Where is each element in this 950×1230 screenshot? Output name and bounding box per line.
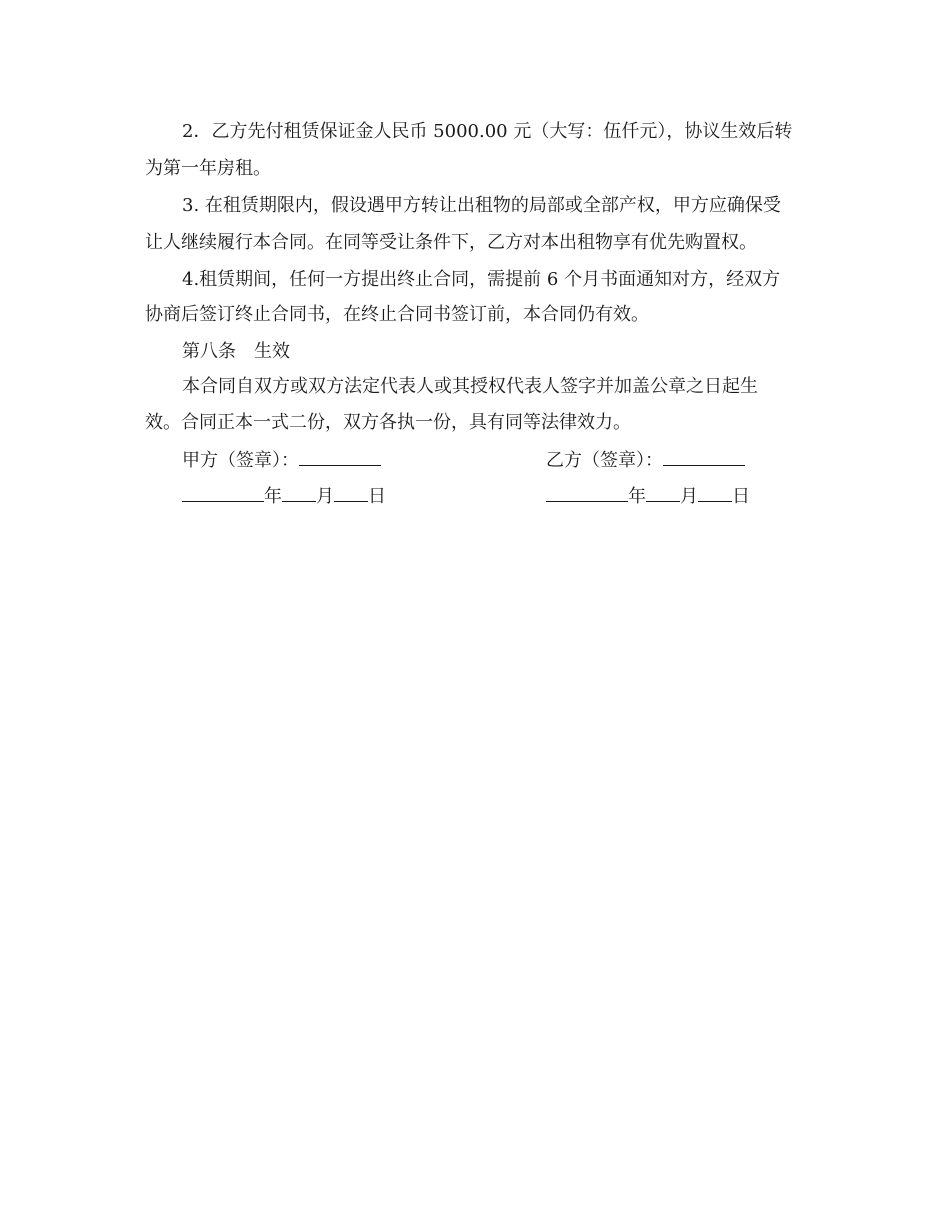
clause-4-line-2: 协商后签订终止合同书，在终止合同书签订前，本合同仍有效。 — [145, 304, 649, 325]
party-a-signature-line — [182, 449, 381, 473]
party-a-year-blank[interactable] — [182, 485, 264, 502]
clause-3-line-2: 让人继续履行本合同。在同等受让条件下，乙方对本出租物享有优先购置权。 — [145, 232, 757, 253]
party-b-signature-line — [546, 449, 745, 473]
article-8-heading: 第八条 生效 — [182, 341, 290, 362]
party-b-month-label: 月 — [680, 486, 698, 507]
party-a-date-line — [182, 485, 386, 509]
article-8-line-2: 效。合同正本一式二份，双方各执一份，具有同等法律效力。 — [145, 412, 631, 433]
party-b-year-label: 年 — [628, 486, 646, 507]
party-b-day-label: 日 — [732, 486, 750, 507]
party-a-month-blank[interactable] — [282, 485, 316, 502]
party-b-month-blank[interactable] — [646, 485, 680, 502]
clause-2-line-1: 2．乙方先付租赁保证金人民币 5000.00 元（大写：伍仟元），协议生效后转 — [182, 121, 793, 142]
party-a-month-label: 月 — [316, 486, 334, 507]
article-8-line-1: 本合同自双方或双方法定代表人或其授权代表人签字并加盖公章之日起生 — [182, 376, 758, 397]
party-a-day-label: 日 — [368, 486, 386, 507]
party-b-date-line — [546, 485, 750, 509]
party-b-label: 乙方（签章）： — [546, 450, 663, 471]
clause-3-line-1: 3. 在租赁期限内，假设遇甲方转让出租物的局部或全部产权，甲方应确保受 — [182, 195, 781, 216]
party-a-day-blank[interactable] — [334, 485, 368, 502]
party-a-signature-blank[interactable] — [299, 449, 381, 466]
clause-4-line-1: 4.租赁期间，任何一方提出终止合同，需提前 6 个月书面通知对方，经双方 — [182, 269, 781, 290]
party-b-signature-blank[interactable] — [663, 449, 745, 466]
party-b-day-blank[interactable] — [698, 485, 732, 502]
party-b-year-blank[interactable] — [546, 485, 628, 502]
party-a-year-label: 年 — [264, 486, 282, 507]
party-a-label: 甲方（签章）： — [182, 450, 299, 471]
clause-2-line-2: 为第一年房租。 — [145, 158, 271, 179]
